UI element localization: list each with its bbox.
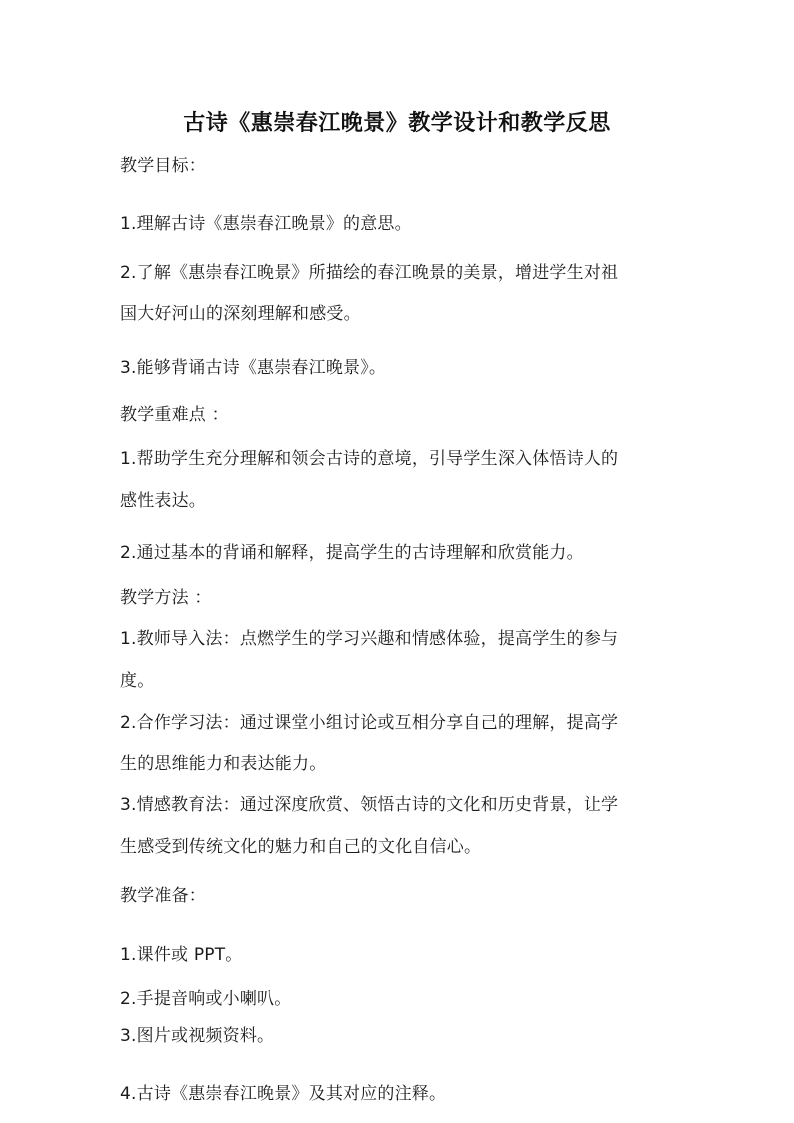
method-item-1: 1.教师导入法：点燃学生的学习兴趣和情感体验，提高学生的参与 xyxy=(120,629,619,649)
method-item-2-cont: 生的思维能力和表达能力。 xyxy=(120,754,327,774)
method-item-3-cont: 生感受到传统文化的魅力和自己的文化自信心。 xyxy=(120,837,482,857)
preparation-item-2: 2.手提音响或小喇叭。 xyxy=(120,989,292,1009)
section-heading-key-points: 教学重难点 ： xyxy=(120,405,229,425)
section-heading-preparation: 教学准备： xyxy=(120,886,206,906)
preparation-item-4: 4.古诗《惠崇春江晚景》及其对应的注释。 xyxy=(120,1084,447,1104)
method-item-3: 3.情感教育法：通过深度欣赏、领悟古诗的文化和历史背景，让学 xyxy=(120,795,619,815)
objective-item-3: 3.能够背诵古诗《惠崇春江晚景》。 xyxy=(120,358,387,378)
method-item-2: 2.合作学习法：通过课堂小组讨论或互相分享自己的理解，提高学 xyxy=(120,713,619,733)
key-point-item-1: 1.帮助学生充分理解和领会古诗的意境，引导学生深入体悟诗人的 xyxy=(120,449,619,469)
section-heading-objectives: 教学目标： xyxy=(120,156,206,176)
key-point-item-1-cont: 感性表达。 xyxy=(120,491,206,511)
objective-item-2: 2.了解《惠崇春江晚景》所描绘的春江晚景的美景，增进学生对祖 xyxy=(120,263,619,283)
objective-item-2-cont: 国大好河山的深刻理解和感受。 xyxy=(120,304,361,324)
objective-item-1: 1.理解古诗《惠崇春江晚景》的意思。 xyxy=(120,214,412,234)
section-heading-methods: 教学方法 ： xyxy=(120,588,212,608)
preparation-item-3: 3.图片或视频资料。 xyxy=(120,1026,275,1046)
method-item-1-cont: 度。 xyxy=(120,671,155,691)
document-title: 古诗《惠崇春江晚景》教学设计和教学反思 xyxy=(183,111,611,136)
key-point-item-2: 2.通过基本的背诵和解释，提高学生的古诗理解和欣赏能力。 xyxy=(120,543,584,563)
preparation-item-1: 1.课件或 PPT。 xyxy=(120,945,243,965)
